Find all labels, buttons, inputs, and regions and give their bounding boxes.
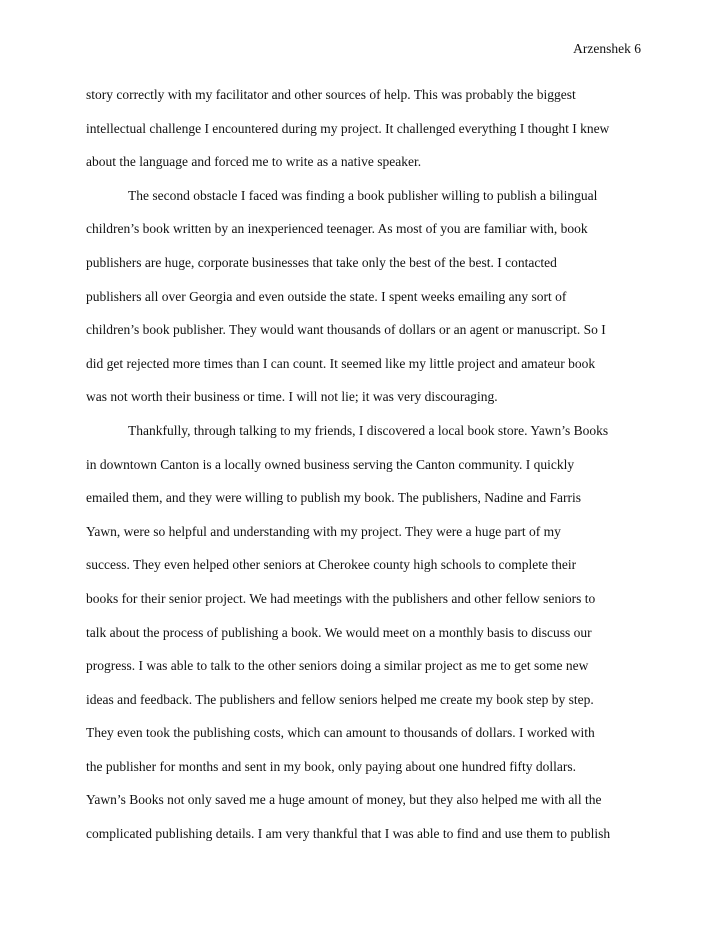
text-line: about the language and forced me to write as a native speaker. bbox=[86, 154, 422, 170]
text-line: books for their senior project. We had meetings with the publishers and other fellow seniors to bbox=[86, 590, 596, 606]
text-line: publishers are huge, corporate businesses that take only the best of the best. I contacted bbox=[86, 254, 557, 270]
text-line: the publisher for months and sent in my book, only paying about one hundred fifty dollars. bbox=[86, 758, 577, 774]
text-line: talk about the process of publishing a book. We would meet on a monthly basis to discuss our bbox=[86, 624, 592, 640]
text-line: complicated publishing details. I am very thankful that I was able to find and use them to publish bbox=[86, 826, 611, 842]
text-line: intellectual challenge I encountered during my project. It challenged everything I thought I knew bbox=[86, 120, 610, 136]
text-line: ideas and feedback. The publishers and fellow seniors helped me create my book step by step. bbox=[86, 691, 594, 707]
paragraph-first-line: The second obstacle I faced was finding a book publisher willing to publish a bilingual bbox=[128, 187, 598, 203]
running-header: Arzenshek 6 bbox=[573, 41, 641, 56]
text-line: publishers all over Georgia and even outside the state. I spent weeks emailing any sort of bbox=[86, 288, 567, 304]
text-line: story correctly with my facilitator and other sources of help. This was probably the biggest bbox=[86, 87, 576, 102]
body-text bbox=[86, 86, 656, 859]
text-line: Yawn’s Books not only saved me a huge amount of money, but they also helped me with all the bbox=[86, 792, 602, 808]
text-line: progress. I was able to talk to the other seniors doing a similar project as me to get some new bbox=[86, 658, 589, 674]
text-line: children’s book written by an inexperienced teenager. As most of you are familiar with, book bbox=[86, 221, 588, 237]
paragraph-first-line: Thankfully, through talking to my friends, I discovered a local book store. Yawn’s Books bbox=[128, 422, 609, 438]
text-line: success. They even helped other seniors at Cherokee county high schools to complete their bbox=[86, 557, 577, 573]
text-line: emailed them, and they were willing to publish my book. The publishers, Nadine and Farris bbox=[86, 490, 582, 506]
text-line: They even took the publishing costs, which can amount to thousands of dollars. I worked with bbox=[86, 725, 595, 741]
text-line: children’s book publisher. They would want thousands of dollars or an agent or manuscript. So I bbox=[86, 322, 606, 338]
text-line: did get rejected more times than I can count. It seemed like my little project and amateur book bbox=[86, 355, 596, 371]
text-line: Yawn, were so helpful and understanding with my project. They were a huge part of my bbox=[86, 523, 561, 539]
text-line: in downtown Canton is a locally owned business serving the Canton community. I quickly bbox=[86, 456, 575, 472]
text-line: was not worth their business or time. I will not lie; it was very discouraging. bbox=[86, 389, 498, 405]
